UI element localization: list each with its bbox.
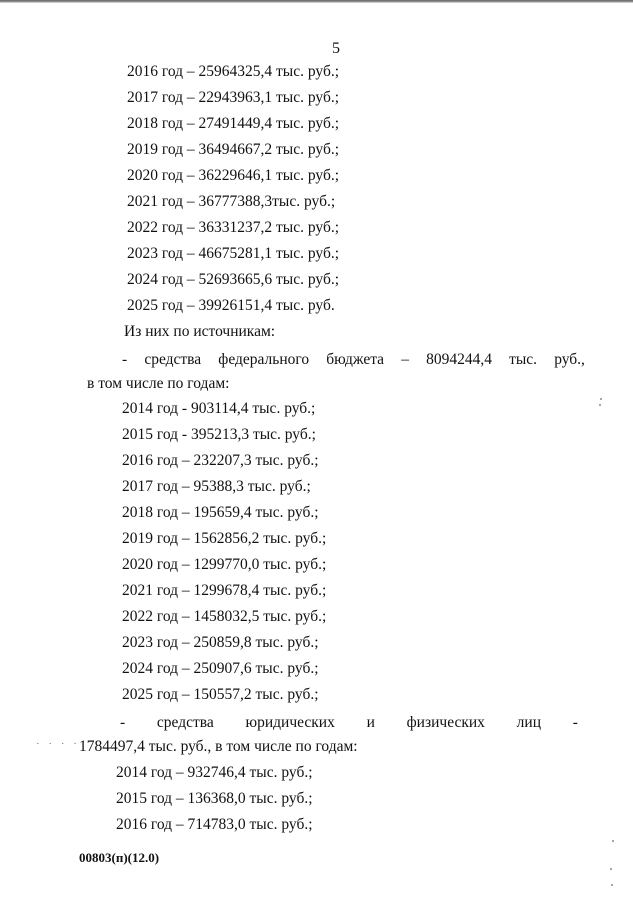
federal-part: тыс.: [509, 351, 538, 368]
federal-part: средства: [144, 351, 202, 368]
federal-year-2020: 2020 год – 1299770,0 тыс. руб.;: [122, 556, 327, 573]
federal-year-2024: 2024 год – 250907,6 тыс. руб.;: [122, 660, 319, 677]
total-year-2021: 2021 год – 36777388,3тыс. руб.;: [127, 193, 336, 210]
private-year-2016: 2016 год – 714783,0 тыс. руб.;: [116, 816, 313, 833]
private-part: -: [120, 714, 126, 731]
total-year-2018: 2018 год – 27491449,4 тыс. руб.;: [127, 115, 340, 132]
federal-continuation: в том числе по годам:: [87, 375, 230, 392]
federal-year-2018: 2018 год – 195659,4 тыс. руб.;: [122, 504, 319, 521]
federal-year-2025: 2025 год – 150557,2 тыс. руб.;: [122, 686, 319, 703]
private-funds-line: [120, 713, 578, 733]
federal-year-2019: 2019 год – 1562856,2 тыс. руб.;: [122, 530, 327, 547]
federal-year-2016: 2016 год – 232207,3 тыс. руб.;: [122, 452, 319, 469]
total-year-2016: 2016 год – 25964325,4 тыс. руб.;: [127, 63, 340, 80]
total-year-2022: 2022 год – 36331237,2 тыс. руб.;: [127, 219, 340, 236]
private-part: и: [366, 714, 375, 731]
federal-year-2023: 2023 год – 250859,8 тыс. руб.;: [122, 634, 319, 651]
private-continuation: 1784497,4 тыс. руб., в том числе по годам:: [79, 738, 358, 755]
scan-speck: [599, 404, 601, 406]
federal-part: -: [122, 351, 128, 368]
private-part: юридических: [245, 714, 335, 731]
sources-intro: Из них по источникам:: [124, 323, 276, 340]
federal-part: бюджета: [326, 351, 385, 368]
scan-speck: [612, 840, 614, 842]
private-part: средства: [156, 714, 214, 731]
federal-part: федерального: [218, 351, 310, 368]
total-year-2023: 2023 год – 46675281,1 тыс. руб.;: [127, 245, 340, 262]
total-year-2017: 2017 год – 22943963,1 тыс. руб.;: [127, 89, 340, 106]
total-year-2020: 2020 год – 36229646,1 тыс. руб.;: [127, 167, 340, 184]
federal-year-2017: 2017 год – 95388,3 тыс. руб.;: [122, 478, 311, 495]
scan-speck: [610, 868, 612, 870]
scan-top-edge: [0, 0, 633, 3]
federal-part: 8094244,4: [426, 351, 492, 368]
scan-speck: [600, 398, 602, 400]
federal-budget-line: [122, 350, 585, 370]
federal-part: –: [401, 351, 409, 368]
footer-document-code: 00803(п)(12.0): [79, 850, 160, 865]
federal-year-2022: 2022 год – 1458032,5 тыс. руб.;: [122, 608, 327, 625]
total-year-2019: 2019 год – 36494667,2 тыс. руб.;: [127, 141, 340, 158]
federal-part: руб.,: [554, 351, 585, 368]
private-year-2014: 2014 год – 932746,4 тыс. руб.;: [116, 764, 313, 781]
private-year-2015: 2015 год – 136368,0 тыс. руб.;: [116, 790, 313, 807]
scan-speck: [611, 884, 613, 886]
federal-year-2015: 2015 год - 395213,3 тыс. руб.;: [122, 426, 316, 443]
total-year-2024: 2024 год – 52693665,6 тыс. руб.;: [127, 271, 340, 288]
private-part: -: [572, 714, 578, 731]
page-number: 5: [332, 40, 340, 57]
total-year-2025: 2025 год – 39926151,4 тыс. руб.: [127, 297, 335, 314]
federal-year-2014: 2014 год - 903114,4 тыс. руб.;: [122, 400, 316, 417]
private-part: лиц: [516, 714, 541, 731]
scan-dots-artifact: · · · ·: [36, 738, 80, 750]
federal-year-2021: 2021 год – 1299678,4 тыс. руб.;: [122, 582, 327, 599]
private-part: физических: [406, 714, 485, 731]
